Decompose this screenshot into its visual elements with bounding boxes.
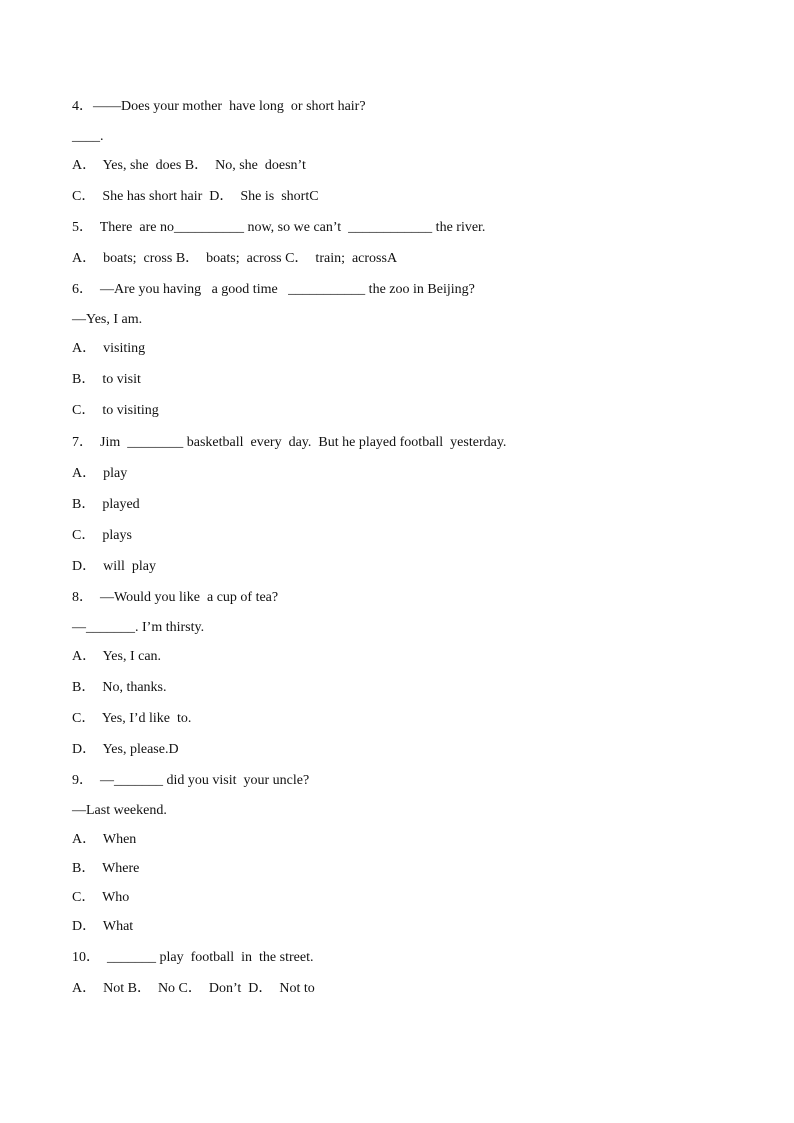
question-5-prompt: 5． There are no__________ now, so we can’t ____________ the river. [72,220,486,235]
question-7-option-d: D． will play [72,559,156,574]
question-10-prompt: 10． _______ play football in the street. [72,950,314,965]
question-7-prompt: 7． Jim ________ basketball every day. But he played football yesterday. [72,435,507,450]
question-8-option-a: A． Yes, I can. [72,649,162,664]
question-9-response: —Last weekend. [72,803,167,818]
question-6-prompt: 6． —Are you having a good time ___________ the zoo in Beijing? [72,282,475,297]
question-5-options: A． boats; cross B． boats; across C． train; acrossA [72,251,398,266]
question-9-option-d: D． What [72,919,134,934]
question-6-option-c: C． to visiting [72,403,159,418]
question-7-option-b: B． played [72,497,140,512]
question-4-prompt: 4．——Does your mother have long or short hair? [72,99,366,114]
question-8-prompt: 8． —Would you like a cup of tea? [72,590,279,605]
question-6-response: —Yes, I am. [72,312,143,327]
question-8-response: —_______. I’m thirsty. [72,620,205,635]
question-7-option-a: A． play [72,466,128,481]
question-9-option-b: B． Where [72,861,140,876]
question-4-options-ab: A． Yes, she does B． No, she doesn’t [72,158,306,173]
question-6-option-b: B． to visit [72,372,141,387]
question-6-option-a: A． visiting [72,341,146,356]
question-10-options: A． Not B． No C． Don’t D． Not to [72,981,315,996]
question-4-options-cd: C． She has short hair D． She is shortC [72,189,319,204]
question-8-option-c: C． Yes, I’d like to. [72,711,192,726]
question-9-prompt: 9． —_______ did you visit your uncle? [72,773,310,788]
question-8-option-d: D． Yes, please.D [72,742,179,757]
question-7-option-c: C． plays [72,528,132,543]
question-8-option-b: B． No, thanks. [72,680,167,695]
question-9-option-c: C． Who [72,890,130,905]
question-4-blank: ____. [72,129,104,144]
question-9-option-a: A． When [72,832,137,847]
